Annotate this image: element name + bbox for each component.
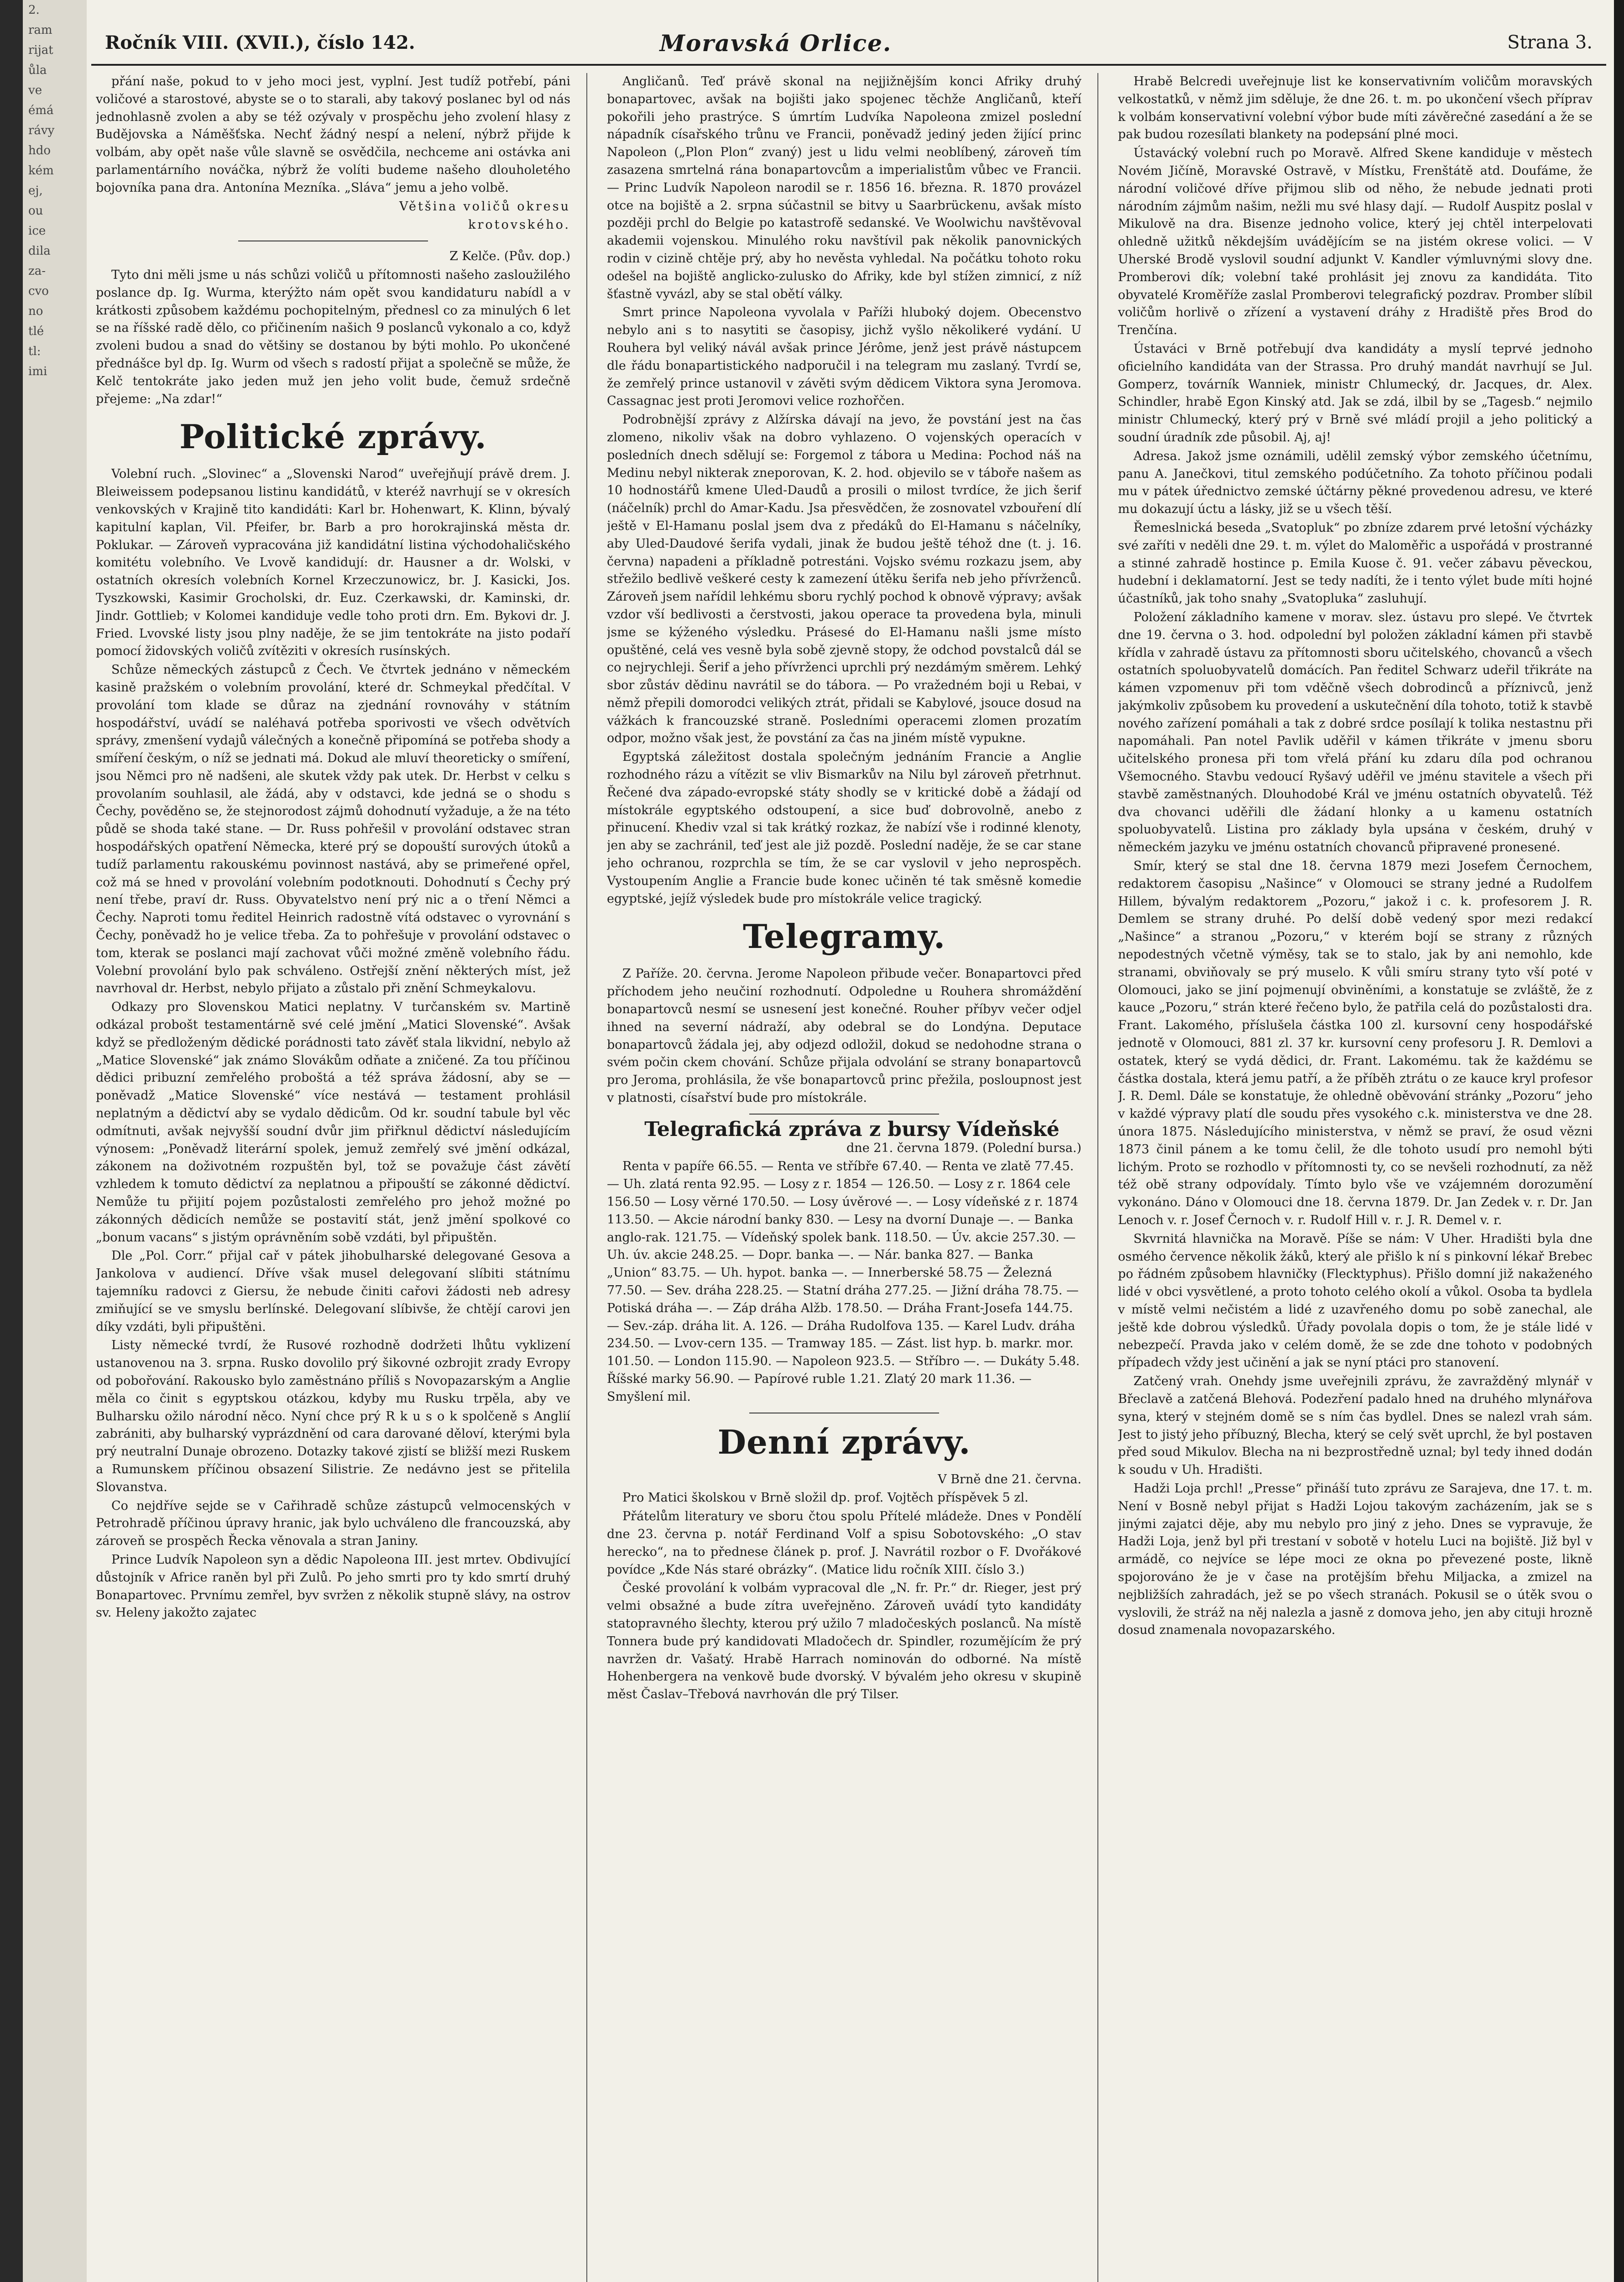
article-paragraph: Smír, který se stal dne 18. června 1879 mezi Josefem Černochem, redaktorem časopisu „Našince“ v Olomouci se strany jedné a Rudolfem Hillem, bývalým redaktorem „Pozoru,“ jakož i c. k. profesorem J. R. Demlem se strany druhé. Po delší době vedený spor mezi redakcí „Našince“ a stranou „Pozoru,“ v kterém bojí se strany z různých nepodestných včetně výměsy, tak se to stalo, jak by ani nemohlo, kde stranami, obviňovaly se prý muselo. K vůli smíru strany tyto vší poté v Olomouci, jako se jiní pojmenují obviněními, a konstatuje se zvláště, že z kauce „Pozoru,“ strán které řečeno bylo, že patřila celá do pozůstalosti dra. Frant. Lakomého, příslušela částka 100 zl. kursovní ceny hospodářské jednotě v Olomouci, 881 zl. 37 kr. kursovní ceny profesoru J. R. Demlovi a ostatek, který se vydá dědici, dr. Frant. Lakomému. tak že každému se částka dostala, která jemu patří, a že příběh ztrátu o ze kauce kryl profesor J. R. Deml. Dále se konstatuje, že ohledně oběvování stránky „Pozoru“ jeho v každé výpravy platí dle soudu přes vysokého c.k. ministerstva ve dne 28. února 1875. Následujícího ministerstva, v němž se praví, že osud vězni 1873 činil pánem a ke tomu čelil, že dle tohoto usudí pro nemohl býti lichým. Proto se rozhodlo v přítomnosti ty, co se nevšeli rozhodnutí, za něž též obě strany odpovídaly. Tímto bylo vše ve vzájemném dorozumění vykonáno. Dáno v Olomouci dne 18. června 1879. Dr. Jan Zedek v. r. Dr. Jan Lenoch v. r. Josef Černoch v. r. Rudolf Hill v. r. J. R. Demel v. r.	[1118, 859, 1593, 1227]
previous-page-fragment	[23, 0, 87, 2282]
article-paragraph: Smrt prince Napoleona vyvolala v Paříži hluboký dojem. Obecenstvo nebylo ani s to nasytiti se časopisy, jichž vyšlo několikeré vydání. U Rouhera byl veliký návál avšak prince Jérôme, jenž jest právě nástupcem dle řádu bonapartistického nadporučil i na telegram mu zaslaný. Tvrdí se, že zemřelý prince ustanovil v závěti svým dědicem Viktora syna Jeromova. Cassagnac jest proti Jeromovi velice rozhořčen.	[607, 305, 1081, 408]
newspaper-page	[91, 14, 1606, 2282]
book-spine	[0, 0, 23, 2282]
article-paragraph: přání naše, pokud to v jeho moci jest, vyplní. Jest tudíž potřebí, páni voličové a starostové, abyste se o to starali, aby takový poslanec byl od nás jednohlasně zvolen a aby se též ozývaly v prospěchu jeho zvolení hlasy z Budějovska a Náměšťska. Nechť žádný nespí a nelení, nýbrž přijde k volbám, aby opět naše vůle slavně se osvědčila, nechceme ani ostávka ani parlamentárního nováčka, nýbrž že volíti budeme našeho dlouholetého bojovníka pana dra. Antonína Mezníka. „Sláva“ jemu a jeho volbě.	[96, 74, 570, 195]
article-paragraph: Položení základního kamene v morav. slez. ústavu pro slepé. Ve čtvrtek dne 19. června o 3. hod. odpolední byl položen základní kámen při stavbě křídla v zahradě ústavu za přítomnosti sboru učitelského, chovanců a všech ostatních spoluobyvatelů domácích. Pan ředitel Schwarz udeřil třikráte na kámen vzpomenuv při tom vděčně všech dobrodinců a příznivců, jenž jakýmkoliv způsobem ku provedení a uskutečnění díla tohoto, totiž k stavbě nového zařízení pomáhali a tak z dobré srdce posílají k tolika nestastnu při napomáhali. Pan notel Pavlik uděřil v kámen třikráte v jmenu sboru učitelského pronesa při tom vřelá přání ku zdaru díla pod ochranou Všemocného. Stavbu vedoucí Ryšavý uděřil ve jménu stavitele a všech při stavbě zaměstnaných. Dlouhodobé Král ve jménu ostatních obyvatelů. Též dva chovanci uděřili dle žádaní hlonky a u kamenu ostatních spoluobyvatelů. Listina pro základy byla upsána v českém, druhý v německém jazyku ve jménu ostatních chovanců připravené pronesené.	[1118, 610, 1593, 855]
margin-fragment: imi	[28, 365, 47, 378]
article-paragraph: Co nejdříve sejde se v Cařihradě schůze zástupců velmocenských v Petrohradě příčinou úpravy hranic, jak bylo uchváleno dle francouzská, aby zároveň se prospěch Řecka věnovala a stran Janiny.	[96, 1498, 570, 1549]
dateline: V Brně dne 21. června.	[938, 1472, 1081, 1486]
article-paragraph: Přátelům literatury ve sboru čtou spolu Přítelé mládeže. Dnes v Pondělí dne 23. června p. notář Ferdinand Volf a spisu Sobotovského: „O stav herecko“, na to přednese článek p. prof. J. Navrátil rozbor o F. Dvořákové povídce „Kde Nás staré obrázky“. (Matice lidu ročník XIII. číslo 3.)	[607, 1509, 1081, 1577]
margin-fragment: tl:	[28, 345, 41, 358]
article-paragraph: Hadži Loja prchl! „Presse“ přináší tuto zprávu ze Sarajeva, dne 17. t. m. Není v Bosně nebyl přijat s Hadži Lojou takovým zacházením, jak se s jinými zajatci děje, aby mu nebylo pro jiný z jeho. Dnes se vypravuje, že Hadži Loja, jenž byl při trestaní v sobotě v hotelu Luci na bojiště. Již byl v armádě, co nejvíce se lépe moci ze okna po převezené poste, likně spojorováno že je v čase na protějším břehu Miljacka, a zmizel na nejbližších zahradách, jež se po všech stranách. Pokusil se o útěk svou o vyslovili, že stráž na něj nalezla a jasně z domova jeho, jen aby cituji hrozně dosud znamenala novopazarského.	[1118, 1481, 1593, 1638]
margin-fragment: tlé	[28, 325, 44, 338]
article-paragraph: Ústavácký volební ruch po Moravě. Alfred Skene kandiduje v městech Novém Jičíně, Moravské Ostravě, v Místku, Frenštátě atd. Doufáme, že národní voličové dříve přijmou slib od něho, že nebude jednati proti národním zájmům našim, nežli mu své hlasy dají. — Rudolf Auspitz poslal v Mikulově na dra. Bisenze jednoho volice, který jej chtěl interpelovati ohledně užitků někdejším uvádějícím se na jistém okrese volici. — V Uherské Brodě vyslovil soudní adjunkt V. Kandler výmluvnými slovy dne. Promberovi dík; volební také prohlásit jej znovu za kandidáta. Tito obyvatelé Kroměříže zaslal Promberovi telegrafický pozdrav. Promber slíbil voličům horlivě o zřízení a vystavení dráhy z Hradiště přes Brod do Trenčína.	[1118, 146, 1593, 338]
margin-fragment: ej,	[28, 184, 43, 198]
article-paragraph: Schůze německých zástupců z Čech. Ve čtvrtek jednáno v německém kasině pražském o volebním provolání, které dr. Schmeykal předčítal. V provolání tom klade se důraz na zjednání rovnováhy v státním hospodářství, uvádí se naléhavá potřeba sporivosti ve všech odvětvích správy, zmenšení vydajů válečných a konečně připomíná se potřeba shody a smíření českým, o níž se jednati má. Dokud ale mluví theoreticky o smíření, jsou Němci pro ně nadšeni, ale skutek vždy pak utek. Dr. Herbst v celku s provolaním souhlasil, ale žádá, aby v odstavci, kde jedná se o shodu s Čechy, pověděno se, že stejnorodost zájmů dohodnutí vyžaduje, a že na této půdě se shoda také stane. — Dr. Russ pohřešil v provolání odstavec stran hospodářských opatření Německa, které prý se dopouští surových útoků a tudíž parlamentu rakouskému povinnost nastává, aby se primeřené opřel, což má se hned v provolání volebním podotknouti. Dohodnutí s Čechy prý není třebe, praví dr. Russ. Obyvatelstvo není prý nic a o tření Němci a Čechy. Naproti tomu ředitel Heinrich radostně vítá odstavec o vyrovnání s Čechy, poněvadž ho je velice třeba. Za to pohřešuje v provolání odstavec o tom, kterak se poslanci mají zachovat vůči možné změně volebního řádu. Volební provolání bylo pak schváleno. Ostřejší znění některých míst, jež navrhoval dr. Herbst, nebylo přijato a zůstalo při znění Schmeykalovu.	[96, 663, 570, 996]
margin-fragment: kém	[28, 164, 54, 178]
article-paragraph: Angličanů. Teď právě skonal na nejjižnějším konci Afriky druhý bonapartovec, avšak na bojišti jako spojenec těchže Angličanů, kteří pokořili jeho prastrýce. S úmrtím Ludvíka Napoleona zmizel poslední nápadník císařského trůnu ve Francii, poněvadž jediný jeden žijící princ Napoleon („Plon Plon“ zvaný) jest u lidu velmi neoblíbený, zároveň tím zasazena smrtelná rána bonapartovcům a imperialistům vůbec ve Francii. — Princ Ludvík Napoleon narodil se r. 1856 16. března. R. 1870 provázel otce na bojiště a 2. srpna súčastnil se bitvy u Saarbrückenu, avšak místo později prchl do Belgie po katastrofě sedanské. Ve Woolwichu navštěvoval akademii vojenskou. Minulého roku navštívil pak několik panovnických rodin v cizině chtěje prý, aby ho nevěsta vyhledal. Na počátku tohoto roku odešel na bojiště anglicko-zulusko do Afriky, kde byl stížen zimnicí, z níž šťastně vyvázl, aby se stal obětí války.	[607, 74, 1081, 301]
article-paragraph: Dle „Pol. Corr.“ přijal cař v pátek jihobulharské delegované Gesova a Jankolova v audiencí. Dříve však musel delegovaní slíbiti státnímu tajemníku radovci z Giersu, že nebude činiti cařovi žádosti neb adresy zmiňující se ve smyslu berlínské. Delegovaní slíbivše, že chtějí carovi jen díky vzdáti, byli připuštěni.	[96, 1249, 570, 1334]
separator-rule	[749, 1114, 939, 1115]
article-paragraph: Z Paříže. 20. června. Jerome Napoleon přibude večer. Bonapartovci před příchodem jeho neučiní rozhodnutí. Odpoledne u Rouhera shromáždění bonapartovců nesmí se usnesení jest konečné. Rouher příbyv večer odjel ihned na severní nádraží, aby odebral se do Londýna. Deputace bonapartovců žádala jej, aby odjezd odložil, dokud se nedohodne strana o svém počin ckem chování. Schůze přijala odvolání se strany bonapartovců pro Jeroma, prohlásila, že vše bonapartovců princ přežila, posloupnost jest v platnosti, císařství bude pro místokrále.	[607, 967, 1081, 1105]
article-paragraph: Pro Matici školskou v Brně složil dp. prof. Vojtěch příspěvek 5 zl.	[622, 1491, 1029, 1505]
article-paragraph: České provolání k volbám vypracoval dle „N. fr. Pr.“ dr. Rieger, jest prý velmi obsažné a bude zítra uveřejněno. Zároveň uvádí tyto kandidáty statopravného šlechty, kterou prý užilo 7 mladočeských poslanců. Na místě Tonnera bude prý kandidovati Mladočech dr. Spindler, rozumějícím že prý navržen dr. Vašatý. Hrabě Harrach nominován do odborné. Na místě Hohenbergera na venkově bude dvorský. V bývalém jeho okresu v skupině měst Časlav–Třebová navrhován dle prý Tilser.	[607, 1581, 1081, 1702]
article-paragraph: Hrabě Belcredi uveřejnuje list ke konservativním voličům moravských velkostatků, v němž jim sděluje, že dne 26. t. m. po ukončení všech příprav k volbám konservativní volební výbor bude míti závěrečné zasedání a že se pak budou rozesílati blankety na podepsání plné moci.	[1118, 74, 1593, 142]
margin-fragment: rijat	[28, 43, 53, 57]
bursa-heading: Telegrafická zpráva z bursy Vídeňské	[644, 1117, 1060, 1141]
article-paragraph: Prince Ludvík Napoleon syn a dědic Napoleona III. jest mrtev. Obdivující důstojník v Africe raněn byl při Zulů. Po jeho smrti pro ty kdo smrtí druhý Bonapartovec. Prvnímu zemřel, byv svržen z několik stupně slávy, na ostrov sv. Heleny jakožto zajatec	[96, 1552, 570, 1620]
article-paragraph: Adresa. Jakož jsme oznámili, udělil zemský výbor zemského účetnímu, panu A. Janečkovi, titul zemského podúčetního. Za tohoto příčinou podali mu v pátek úřednictvo zemské účtárny pěkné provedenou adresu, ve které mu dokazují úctu a lásky, již se u všech těší.	[1118, 449, 1593, 517]
page-number: Strana 3.	[1507, 32, 1593, 53]
bursa-quotes: Renta v papíře 66.55. — Renta ve stříbře 67.40. — Renta ve zlatě 77.45. — Uh. zlatá renta 92.95. — Losy z r. 1854 — 126.50. — Losy z r. 1864 cele 156.50 — Losy věrné 170.50. — Losy úvěrové —. — Losy vídeňské z r. 1874 113.50. — Akcie národní banky 830. — Lesy na dvorní Dunaje —. — Banka anglo-rak. 121.75. — Vídeňský spolek bank. 118.50. — Úv. akcie 257.30. — Uh. úv. akcie 248.25. — Dopr. banka —. — Nár. banka 827. — Banka „Union“ 83.75. — Uh. hypot. banka —. — Innerberské 58.75 — Železná 77.50. — Sev. dráha 228.25. — Statní dráha 277.25. — Jižní dráha 78.75. — Potiská dráha —. — Záp dráha Alžb. 178.50. — Dráha Frant-Josefa 144.75. — Sev.-záp. dráha lit. A. 126. — Dráha Rudolfova 135. — Karel Ludv. dráha 234.50. — Lvov-cern 135. — Tramway 185. — Zást. list hyp. b. markr. mor. 101.50. — London 115.90. — Napoleon 923.5. — Stříbro —. — Dukáty 5.48. Říšské marky 56.90. — Papírové ruble 1.21. Zlatý 20 mark 11.36. — Smyšlení mil.	[607, 1159, 1080, 1404]
article-paragraph: Egyptská záležitost dostala společným jednáním Francie a Anglie rozhodného rázu a vítězit se vliv Bismarkův na Nilu byl zároveň přetrhnut. Řečené dva západo-evropské státy shodly se v kritické době a žádají od místokrále egyptského odstoupení, a sice buď dobrovolně, anebo z přinucení. Khediv vzal si tak krátký rozkaz, že nabízí vše i rodinné klenoty, jen aby se zachránil, teď jest ale již pozdě. Poslední naděje, že se car stane jeho ochranou, rozprchla se tím, že se car vyslovil v jeho neprospěch. Vystoupením Anglie a Francie bude konec učiněn té tak směsně komedie egyptské, jejíž výsledek bude pro místokrále velice tragický.	[607, 750, 1081, 906]
article-paragraph: Podrobnější zprávy z Alžírska dávají na jevo, že povstání jest na čas zlomeno, nikoliv však na dobro vyhlazeno. O vojenských operacích v posledních dnech sdělují se: Forgemol z tábora u Medina: Pochod náš na Medinu nebyl nikterak zneporovan, K. 2. hod. objevilo se v táboře našem as 10 hodnostářů kmene Uled-Daudů a prosili o milost tvrdíce, že jich šerif (náčelník) prchl do Amar-Kadu. Jsa přesvědčen, že zosnovatel vzbouření dlí ještě v El-Hamanu poslal jsem dva z předáků do El-Hamanu s náčelníky, aby Uled-Daudové šerifa vydali, jinak že budou ještě téhož dne (t. j. 16. června) napadeni a příkladně potrestáni. Vojsko svému rozkazu jsem, aby střežilo bedlivě veškeré cesty k zamezení útěku šerifa neb jeho přívrženců. Zároveň jsem nařídil lehkému sboru rychlý pochod k obnově výpravy; avšak vzdor vší bedlivosti a čerstvosti, jakou operace ta provedena byla, minuli jsme se kýženého výsledku. Prásesé do El-Hamanu našli jsme místo opuštěné, celá ves vesně byla sobě zjevně stopy, že odchod povstalců dál se co nejrychleji. Šerif a jeho přívrženci uprchli prý nezdámým směrem. Lehký sbor zůstáv dědinu navrátil se do tábora. — Po vražedném boji u Rebai, v němž přepili domorodci velikých ztrát, přidali se Kabylové, jsouce dosud na vážkách k francouzské straně. Posledními operacemi zlomen prozatím odpor, možno však jest, že povstání za čas na jiném místě vypukne.	[607, 413, 1081, 746]
column-divider	[1097, 73, 1098, 2282]
article-paragraph: Volební ruch. „Slovinec“ a „Slovenski Narod“ uveřejňují právě drem. J. Bleiweissem podepsanou listinu kandidátů, v kteréž navrhují se v okresích venkovských v Krajině tito kandidáti: Karl br. Hohenwart, K. Klinn, bývalý kapitulní kaplan, Vil. Pfeifer, br. Barb a pro horokrajinská města dr. Poklukar. — Zároveň vypracována již kandidátní listina východohaličského komitétu volebního. Ve Lvově kandidují: dr. Hausner a dr. Wolski, v ostatních okresích volebních Kornel Krzeczunowicz, br. J. Kasicki, Jos. Tyszkowski, Kasimir Grocholski, dr. Euz. Czerkawski, dr. Kaminski, dr. Jindr. Gottlieb; v Kolomei kandiduje vedle toho proti drn. Em. Bykovi dr. J. Fried. Lvovské listy jsou plny naděje, že se jim tentokráte na jisto podaří pomocí židovských voličů zvítěziti v okresích rusínských.	[96, 467, 570, 659]
margin-fragment: no	[28, 304, 43, 318]
margin-fragment: za-	[28, 264, 46, 278]
margin-fragment: ram	[28, 23, 52, 37]
column-divider	[586, 73, 587, 2282]
margin-fragment: dila	[28, 244, 51, 258]
dateline: dne 21. června 1879. (Polední bursa.)	[846, 1141, 1081, 1155]
article-paragraph: Tyto dni měli jsme u nás schůzi voličů u přítomnosti našeho zasloužilého poslance dp. Ig. Wurma, kterýžto nám opět svou kandidaturu nabídl a v krátkosti způsobem každému pochopitelným, přednesl co za minulých 6 let se na říšské radě dělo, co přičinením našich 9 poslanců vykonalo a co, když zvoleni budou a snad do většiny se dostanou by býti mohlo. Po ukončené přednášce byl dp. Ig. Wurm od všech s radostí přijat a společně se může, že Kelč tentokráte jako jeden muž jen jeho volit bude, čemuž srdečně přejeme: „Na zdar!“	[96, 267, 570, 406]
dateline: Z Kelče. (Pův. dop.)	[449, 249, 570, 264]
margin-fragment: hdo	[28, 144, 51, 157]
margin-fragment: émá	[28, 104, 54, 117]
column-1	[96, 73, 570, 2282]
margin-fragment: ůla	[28, 63, 47, 77]
section-heading: Telegramy.	[742, 917, 946, 956]
article-paragraph: Zatčený vrah. Onehdy jsme uveřejnili zprávu, že zavražděný mlynář v Břeclavě a zatčená Blehová. Podezření padalo hned na druhého mlynářova syna, který v stejném domě se s ním čas bydlel. Dnes se nalezl vrah sám. Jest to jistý jeho příbuzný, Blecha, který se celý svět uprchl, že byl postaven před soud Mikulov. Blecha na ni bezprostředně uznal; byl tedy ihned dodán k soudu v Uh. Hradišti.	[1118, 1374, 1593, 1477]
article-paragraph: Ústaváci v Brně potřebují dva kandidáty a myslí teprvé jednoho oficielního kandidáta van der Strassa. Pro druhý mandát navrhují se Jul. Gomperz, továrník Wanniek, ministr Chlumecký, dr. Jacques, dr. Alex. Schindler, hrabě Egon Kinský atd. Jak se zdá, ilbil by se „Tagesb.“ nejmilo ministr Chlumecký, který prý v Brně své mládí projil a jeho politický a soudní úradník zde působil. Aj, aj!	[1118, 341, 1593, 445]
margin-fragment: ve	[28, 84, 42, 97]
article-paragraph: Řemeslnická beseda „Svatopluk“ po zbníze zdarem prvé letošní výcházky své zaříti v neděli dne 29. t. m. výlet do Maloměřic a uspořádá v prostranné a stinné zahradě hostince p. Emila Kuose č. 91. večer zábavu pěveckou, hudební i deklamatorní. Jest se tedy nadíti, že i tento výlet bude míti hojné účastníků, jak toho snahy „Svatopluka“ zasluhují.	[1118, 520, 1593, 606]
page-edge	[1614, 0, 1624, 2282]
margin-fragment: rávy	[28, 124, 55, 137]
article-paragraph: Odkazy pro Slovenskou Matici neplatny. V turčanském sv. Martině odkázal probošt testamentárně své celé jmění „Matici Slovenské“. Avšak když se předloženým dědické porádnosti tato závěť stala likvidní, nebylo až „Matice Slovenské“ jak známo Slovákům odňate a zničené. Za tou příčinou dědici pribuzní zemřelého proboštá a též správa žádosní, aby se — poněvadž „Matice Slovenské“ více nestává — testament prohlásil neplatným a dědictví aby se vydalo dědicům. Od kr. soudní tabule byl věc odmítnuti, avšak nejvyšší soudní dvůr jim přiřknul dědictví následujícím výnosem: „Poněvadž literární spolek, jemuž zemřelý své jmění odkázal, zákonem na doživotném rozpuštěn byl, tož se považuje část závětí vzhledem k tomuto dědictví za neplatnou a připouští se zákonné dědictví. Nemůže tu přijití pojem pozůstalosti zemřelého pro jehož možné po zákonných dědicích nemůže se postavití stát, jenž jmění spolkové co „bonum vacans“ s jistým oprávněním sobě vzdáti, byl připuštěn.	[96, 1000, 570, 1245]
margin-fragment: ice	[28, 224, 46, 238]
column-2	[607, 73, 1081, 2282]
section-heading: Politické zprávy.	[179, 417, 487, 456]
section-heading: Denní zprávy.	[717, 1422, 971, 1461]
signature: krotovského.	[468, 218, 570, 232]
margin-fragment: ou	[28, 204, 43, 218]
signature: Většina voličů okresu	[399, 199, 570, 214]
page-header	[91, 14, 1606, 66]
column-3	[1118, 73, 1593, 2282]
masthead-title: Moravská Orlice.	[659, 30, 892, 57]
margin-fragment: cvo	[28, 284, 49, 298]
article-paragraph: Listy německé tvrdí, že Rusové rozhodně dodržeti lhůtu vyklizení ustanovenou na 3. srpna. Rusko dovolilo prý šikovné ozbrojit zrady Evropy od pobořování. Rakousko bylo zaměstnáno příliš s Novopazarským a Anglie měla co činit s egyptskou otázkou, kdyby mu Rusku trpěla, aby ve Bulharsku ožilo národní něco. Nyní chce prý R k u s o k spolčeně s Anglií zabrániti, aby bulharský vyprázdnění od cara darované děloví, kterými byla prý neutralní Dunaje obrozeno. Dotazky takové zjistí se bližší mezi Ruskem a Rumunskem příčinou obsazení Silistrie. Ze nedávno jest se přitelila Slovanstva.	[96, 1338, 570, 1494]
article-paragraph: Skvrnitá hlavnička na Moravě. Píše se nám: V Uher. Hradišti byla dne osmého července několik žáků, který ale přišlo k ní s pinkovní lékař Brebec po řádném způsobem hlavničky (Flecktyphus). Přišlo domní již nakaženého lidé v obci vysvětlené, a proto tohoto celého okolí a vůkol. Osoba ta bydlela v místě velmi nečistém a lidé z uzavřeného domu po sobě zanechal, ale ještě kde dobrou výsledků. Úřady povolala dopis o tom, že je stále lidé v nebezpečí. Pravda jako v celém domě, že se zde dne tohoto v podobných případech vždy jest učinění a jak se nyní ptáci pro stanovení.	[1118, 1231, 1593, 1370]
margin-fragment: 2.	[28, 3, 40, 17]
issue-number: Ročník VIII. (XVII.), číslo 142.	[105, 32, 415, 53]
